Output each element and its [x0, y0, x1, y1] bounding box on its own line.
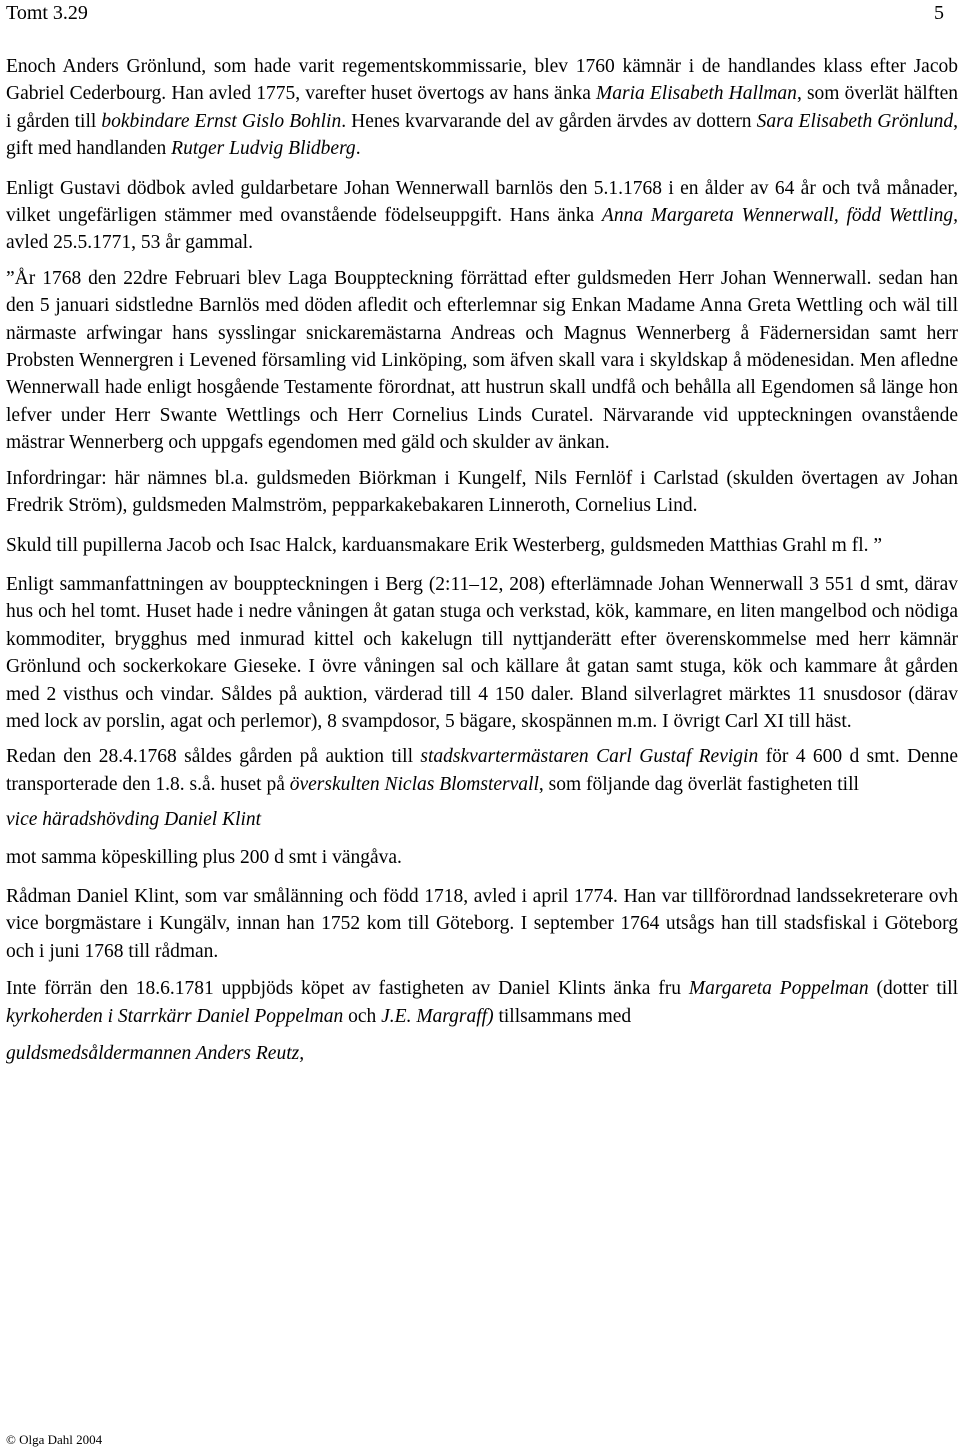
text-run: Enligt Gustavi dödbok avled guldarbetare Johan Wennerwall barnlös den 5.1.1768 i en ålder av 64 år och två månader, vilket ungefärligen stämmer med ovanstående födelseuppgift. Hans änka	[6, 177, 958, 227]
text-run: avled 25.5.1771, 53 år gammal.	[6, 232, 253, 254]
italic-text: kyrkoherden i Starrkärr Daniel Poppelman	[6, 1005, 344, 1027]
paragraph	[6, 53, 958, 163]
paragraph	[6, 265, 958, 457]
paragraph	[6, 532, 958, 559]
italic-text: Anna Margareta Wennerwall, född Wettling,	[601, 205, 958, 227]
paragraph	[6, 571, 958, 735]
text-run: ”År 1768 den 22dre Februari blev Laga Bouppteckning förrättad efter guldsmeden Herr Johan Wennerwall. sedan han den 5 januari sidstledne Barnlös med döden afledit och efterlemnar sig Enkan Madame Anna Greta Wettling och wäl till närmaste arfwingar hans sysslingar snickaremästarna Andreas och Magnus Wennerberg å Fädernersidan samt herr Probsten Wennergren i Levened församling vid Linköping, som äfven skall vara i skyldskap å mödenesidan. Men afledne Wennerwall hade enligt hosgående Testamente förordnat, att hustrun skall undfå och behålla all Egendomen så länge hon lefver under Herr Swante Wettlings och Herr Cornelius Linds Curatel. Närvarande vid uppteckningen ovanstående mästrar Wennerberg och uppgafs egendomen med gäld och skulder av änkan.	[6, 267, 958, 454]
paragraph	[6, 806, 958, 833]
text-run: mot samma köpeskilling plus 200 d smt i vängåva.	[6, 846, 402, 868]
text-run: Redan den 28.4.1768 såldes gården på auktion till	[6, 746, 421, 768]
paragraph	[6, 743, 958, 798]
italic-text: Maria Elisabeth Hallman	[596, 83, 797, 105]
italic-text: stadskvartermästaren Carl Gustaf Revigin	[420, 746, 759, 768]
italic-text: Margareta Poppelman	[688, 978, 869, 1000]
italic-text: överskulten Niclas Blomstervall	[289, 773, 539, 795]
paragraph	[6, 175, 958, 257]
page-header-title: Tomt 3.29	[6, 2, 88, 24]
text-run: . Henes kvarvarande del av gården ärvdes av dottern	[341, 110, 757, 132]
text-run: Enoch Anders Grönlund, som hade varit regementskommissarie, blev 1760 kämnär i de handlandes klass efter Jacob Gabriel Cederbourg. Han avled 1775, varefter huset övertogs av hans änka	[6, 56, 958, 105]
text-run: Inte förrän den 18.6.1781 uppbjöds köpet av fastigheten av Daniel Klints änka fru	[6, 978, 689, 1000]
paragraph	[6, 975, 958, 1030]
paragraph	[6, 1040, 958, 1067]
text-run: tillsammans med	[493, 1005, 632, 1027]
text-run: och	[343, 1005, 382, 1027]
text-run: Enligt sammanfattningen av bouppteckningen i Berg (2:11–12, 208) efterlämnade Johan Wennerwall 3 551 d smt, därav hus och hel tomt. Huset hade i nedre våningen åt gatan stuga och verkstad, kök, kammare, en liten mangelbod och nödiga kommoditer, brygghus med inmurad kittel och kakelugn till nyttjanderätt efter överenskommelse med herr kämnär Grönlund och sockerkokare Gieseke. I övre våningen sal och källare åt gatan samt stuga, kök och kammare åt gården med 2 visthus och vindar. Såldes på auktion, värderad till 4 150 daler. Bland silverlagret märktes 11 snusdosor (därav med lock av porslin, agat och perlemor), 8 svampdosor, 5 bägare, skospännen m.m. I övrigt Carl XI till häst.	[6, 573, 958, 732]
text-run: Skuld till pupillerna Jacob och Isac Halck, karduansmakare Erik Westerberg, guldsmeden Matthias Grahl m fl. ”	[6, 534, 883, 556]
italic-text: guldsmedsåldermannen Anders Reutz,	[6, 1043, 305, 1064]
text-run: Rådman Daniel Klint, som var smålänning och född 1718, avled i april 1774. Han var tillförordnad landssekreterare ovh vice borgmästare i Kungälv, innan han 1752 kom till Göteborg. I september 1764 utsågs han till stadsfiskal i Göteborg och i juni 1768 till rådman.	[6, 885, 958, 962]
text-run: för 4 600 d smt. Denne transporterade den 1.8. s.å. huset på	[6, 746, 959, 795]
paragraph	[6, 844, 958, 871]
text-run: , som överlät hälften i gården till	[6, 83, 958, 132]
text-run: .	[355, 138, 361, 160]
text-run: , gift med handlanden	[6, 110, 958, 160]
document-body	[6, 53, 958, 1067]
paragraph	[6, 883, 958, 965]
italic-text: J.E. Margraff)	[381, 1005, 494, 1027]
text-run: , som följande dag överlät fastigheten till	[538, 773, 859, 795]
italic-text: Sara Elisabeth Grönlund	[756, 110, 954, 132]
footer-copyright: © Olga Dahl 2004	[6, 1432, 103, 1447]
text-run: (dotter till	[868, 978, 959, 1000]
paragraph	[6, 465, 958, 520]
italic-text: Rutger Ludvig Blidberg	[171, 138, 356, 160]
italic-text: vice häradshövding Daniel Klint	[6, 809, 262, 831]
page-number: 5	[934, 2, 944, 24]
text-run: Infordringar: här nämnes bl.a. guldsmeden Biörkman i Kungelf, Nils Fernlöf i Carlstad (skulden övertagen av Johan Fredrik Ström), guldsmeden Malmström, pepparkakebakaren Linneroth, Cornelius Lind.	[6, 467, 958, 517]
italic-text: bokbindare Ernst Gislo Bohlin	[101, 110, 342, 132]
